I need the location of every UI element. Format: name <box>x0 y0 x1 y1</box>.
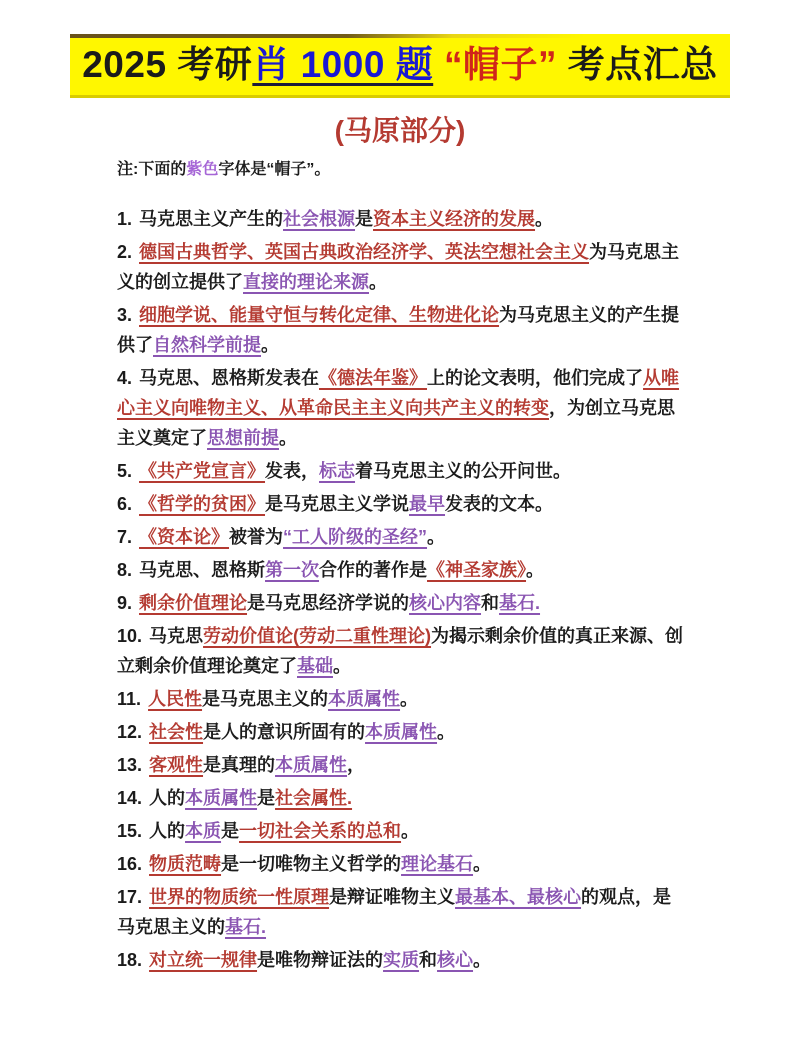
text-segment: 注:下面的 <box>117 161 187 178</box>
key-point-item <box>117 489 686 519</box>
key-point-item <box>117 456 686 486</box>
highlight-term: 理论基石 <box>401 854 474 874</box>
text-segment: 的观点，是马克思主义的 <box>117 887 672 937</box>
text-segment: 。 <box>526 560 545 580</box>
highlight-term: 客观性 <box>149 755 204 775</box>
text-segment: 发表的文本。 <box>445 494 554 514</box>
item-number: 8. <box>117 560 138 580</box>
text-segment: 是人的意识所固有的 <box>203 722 366 742</box>
highlight-term: 本质 <box>185 821 222 841</box>
key-point-item <box>117 684 686 714</box>
text-segment: 。 <box>535 209 554 229</box>
highlight-term: 社会属性. <box>275 788 353 808</box>
highlight-term: 资本主义经济的发展 <box>373 209 536 229</box>
page-title <box>70 34 730 98</box>
item-number: 13. <box>117 755 148 775</box>
text-segment: 被誉为 <box>229 527 284 547</box>
text-segment: 着马克思主义的公开问世。 <box>355 461 572 481</box>
item-number: 5. <box>117 461 138 481</box>
item-number: 10. <box>117 626 148 646</box>
item-number: 16. <box>117 854 148 874</box>
highlight-term: 核心内容 <box>409 593 482 613</box>
item-number: 11. <box>117 689 147 709</box>
highlight-term: 《共产党宣言》 <box>139 461 266 481</box>
item-number: 7. <box>117 527 138 547</box>
highlight-term: 从唯心主义向唯物主义、从革命民主主义向共产主义的转变 <box>117 368 680 418</box>
highlight-term: 社会性 <box>149 722 204 742</box>
key-point-item <box>117 588 686 618</box>
highlight-term: 物质范畴 <box>149 854 222 874</box>
text-segment: 是一切唯物主义哲学的 <box>221 854 402 874</box>
key-point-item <box>117 363 686 453</box>
text-segment: 是真理的 <box>203 755 276 775</box>
key-points-list <box>0 204 800 975</box>
key-point-item <box>117 555 686 585</box>
text-segment: 为马克思主义的产生提供了 <box>117 305 680 355</box>
highlight-term: 实质 <box>383 950 420 970</box>
text-segment: 是马克思主义的 <box>202 689 329 709</box>
key-point-item <box>117 882 686 942</box>
key-point-item <box>117 717 686 747</box>
text-segment: 是辩证唯物主义 <box>329 887 456 907</box>
text-segment: 。 <box>279 428 297 448</box>
item-number: 15. <box>117 821 148 841</box>
highlight-term: 肖 1000 题 <box>252 44 434 85</box>
highlight-term: 一切社会关系的总和 <box>239 821 402 841</box>
highlight-term: 本质属性 <box>275 755 348 775</box>
text-segment: 是马克思经济学说的 <box>247 593 410 613</box>
text-segment: ，为创立马克思主义奠定了 <box>117 398 675 448</box>
note-line <box>0 158 800 182</box>
item-number: 2. <box>117 242 138 262</box>
text-segment: 上的论文表明，他们完成了 <box>427 368 644 388</box>
item-number: 1. <box>117 209 138 229</box>
text-segment: 马克思、恩格斯发表在 <box>139 368 320 388</box>
item-number: 12. <box>117 722 148 742</box>
key-point-item <box>117 849 686 879</box>
text-segment: 是 <box>355 209 374 229</box>
key-point-item <box>117 783 686 813</box>
highlight-term: 思想前提 <box>207 428 279 448</box>
text-segment: ， <box>347 755 366 775</box>
highlight-term: 本质属性 <box>365 722 438 742</box>
text-segment: 和 <box>481 593 500 613</box>
key-point-item <box>117 237 686 297</box>
key-point-item <box>117 750 686 780</box>
highlight-term: 第一次 <box>265 560 320 580</box>
text-segment: 。 <box>261 335 279 355</box>
key-point-item <box>117 300 686 360</box>
text-segment: 马克思、恩格斯 <box>139 560 266 580</box>
highlight-term: 基石. <box>499 593 541 613</box>
highlight-term: 基础 <box>297 656 333 676</box>
highlight-term: 《资本论》 <box>139 527 230 547</box>
item-number: 14. <box>117 788 148 808</box>
text-segment: 。 <box>401 821 420 841</box>
item-number: 9. <box>117 593 138 613</box>
key-point-item <box>117 522 686 552</box>
highlight-term: 本质属性 <box>328 689 401 709</box>
text-segment: 。 <box>473 950 492 970</box>
highlight-term: 本质属性 <box>185 788 258 808</box>
key-point-item <box>117 621 686 681</box>
key-point-item <box>117 945 686 975</box>
item-number: 4. <box>117 368 138 388</box>
text-segment: 人的 <box>149 821 186 841</box>
text-segment: 。 <box>333 656 351 676</box>
text-segment: 马克思 <box>149 626 204 646</box>
text-segment: “帽子” <box>433 44 568 85</box>
highlight-term: 最基本、最核心 <box>455 887 582 907</box>
highlight-term: 剩余价值理论 <box>139 593 248 613</box>
text-segment: 和 <box>419 950 438 970</box>
highlight-term: 对立统一规律 <box>149 950 258 970</box>
key-point-item <box>117 816 686 846</box>
text-segment: 紫色 <box>186 161 219 178</box>
text-segment: 。 <box>437 722 456 742</box>
highlight-term: 细胞学说、能量守恒与转化定律、生物进化论 <box>139 305 500 325</box>
text-segment: 考点汇总 <box>567 44 718 85</box>
highlight-term: 直接的理论来源 <box>243 272 369 292</box>
item-number: 3. <box>117 305 138 325</box>
text-segment: 。 <box>400 689 419 709</box>
text-segment: 合作的著作是 <box>319 560 428 580</box>
item-number: 18. <box>117 950 148 970</box>
text-segment: 是 <box>257 788 276 808</box>
text-segment: 人的 <box>149 788 186 808</box>
text-segment: 字体是“帽子”。 <box>218 161 331 178</box>
highlight-term: 世界的物质统一性原理 <box>149 887 330 907</box>
highlight-term: 核心 <box>437 950 474 970</box>
text-segment: 为马克思主义的创立提供了 <box>117 242 680 292</box>
highlight-term: 基石. <box>225 917 267 937</box>
highlight-term: “工人阶级的圣经” <box>283 527 428 547</box>
text-segment: 。 <box>369 272 387 292</box>
highlight-term: 德国古典哲学、英国古典政治经济学、英法空想社会主义 <box>139 242 590 262</box>
highlight-term: 《德法年鉴》 <box>319 368 428 388</box>
text-segment: 发表， <box>265 461 320 481</box>
text-segment: 是唯物辩证法的 <box>257 950 384 970</box>
highlight-term: 社会根源 <box>283 209 356 229</box>
highlight-term: 自然科学前提 <box>153 335 261 355</box>
text-segment: 。 <box>427 527 446 547</box>
text-segment: 是 <box>221 821 240 841</box>
highlight-term: 人民性 <box>148 689 203 709</box>
highlight-term: 最早 <box>409 494 446 514</box>
subtitle: (马原部分) <box>334 115 466 146</box>
highlight-term: 标志 <box>319 461 356 481</box>
title-wrap <box>0 34 800 98</box>
key-point-item <box>117 204 686 234</box>
highlight-term: 《哲学的贫困》 <box>139 494 266 514</box>
item-number: 17. <box>117 887 148 907</box>
text-segment: 。 <box>473 854 492 874</box>
highlight-term: 《神圣家族》 <box>427 560 527 580</box>
text-segment: 是马克思主义学说 <box>265 494 410 514</box>
highlight-term: 劳动价值论(劳动二重性理论) <box>203 626 432 646</box>
text-segment: 为揭示剩余价值的真正来源、创立剩余价值理论奠定了 <box>117 626 684 676</box>
item-number: 6. <box>117 494 138 514</box>
text-segment: 2025 考研 <box>82 44 253 85</box>
text-segment: 马克思主义产生的 <box>139 209 284 229</box>
